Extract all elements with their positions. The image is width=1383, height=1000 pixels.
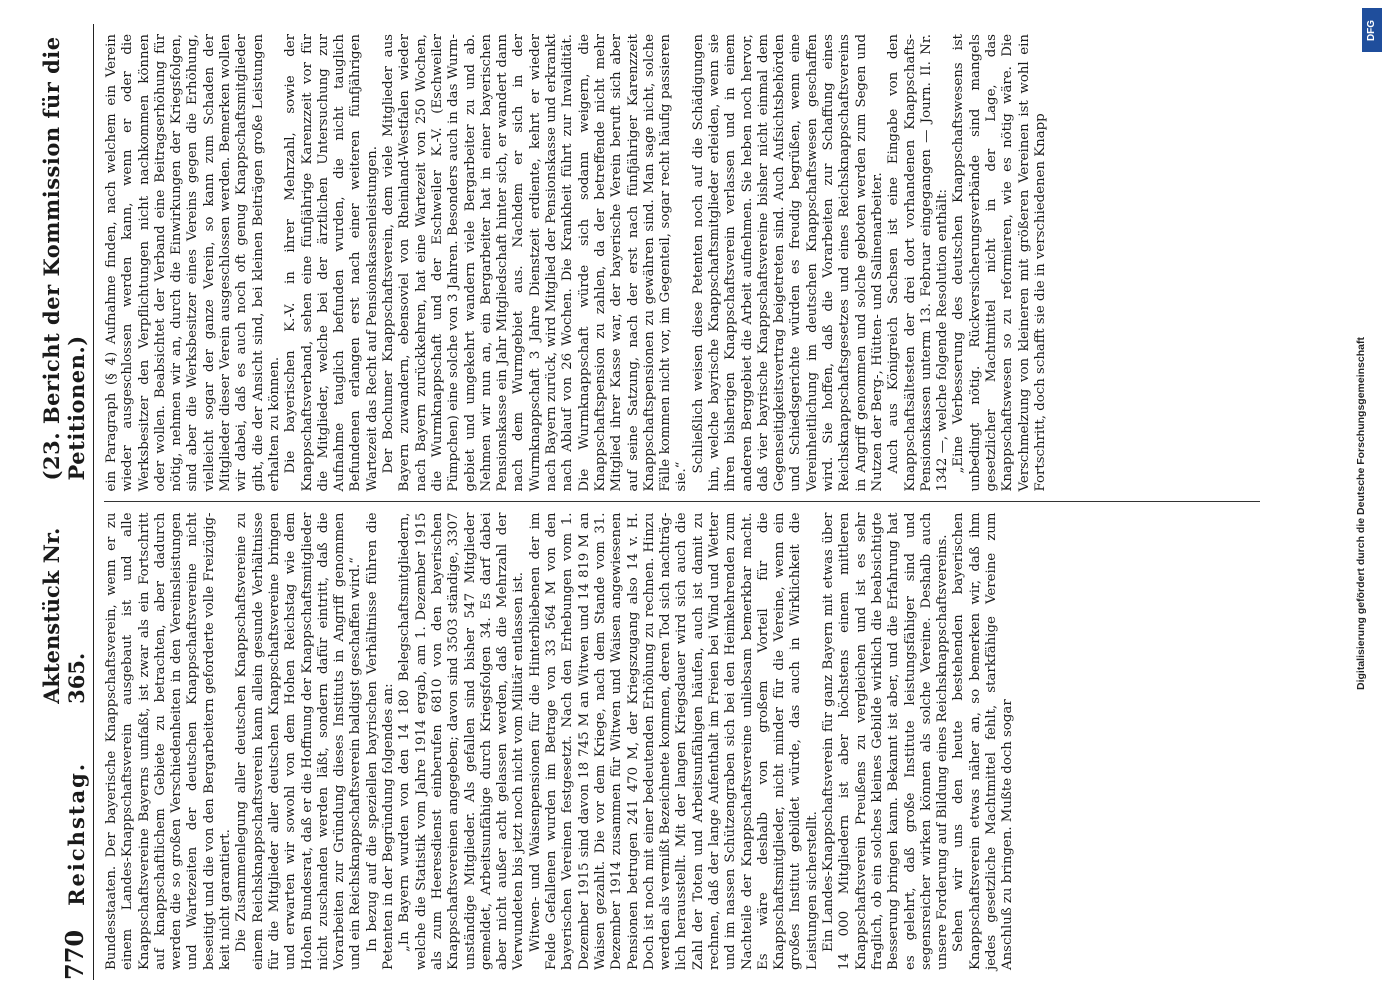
header-reichstag: Reichstag.: [64, 761, 89, 906]
left-column: [104, 502, 1260, 981]
digitization-credit: Digitalisierung gefördert durch die Deutsche Forschungsgemeinschaft: [1355, 337, 1367, 690]
paragraph: Schließlich weisen diese Petenten noch auf die Schädigungen hin, welche bayrische Knappschaftsmitglieder erleiden, wenn sie ihren bisherigen Knappschaftsverein verlassen und in einem anderen Berggebiet die Arbeit aufnehmen. Sie heben noch hervor, daß vier bayrische Knappschaftsvereine bisher nicht einmal dem Gegenseitigkeitsvertrag beigetreten sind. Auch Aufsichtsbehörden und Schiedsgerichte würden es freudig begrüßen, wenn eine Vereinheitlichung im deutschen Knappschaftswesen geschaffen wird. Sie hoffen, daß die Vorarbeiten zur Schaffung eines Reichsknappschaftsgesetzes und eines Reichsknappschaftsvereins in Angriff genommen und solche geboten werden zum Segen und Nutzen der Berg-, Hütten- und Salinenarbeiter.: [690, 34, 885, 492]
paragraph: Sehen wir uns den heute bestehenden bayerischen Knappschaftsverein etwas näher an, so bemerken wir, daß ihm jedes gesetzliche Machtmittel fehlt, starkfähige Vereine zum Anschluß zu bringen. Mußte doch sogar: [951, 512, 1016, 970]
right-column: [104, 24, 1260, 502]
header-aktenstueck: Aktenstück Nr. 365.: [39, 527, 89, 704]
paragraph: Der Bochumer Knappschaftsverein, dem viele Mitglieder aus Bayern zuwandern, ebensoviel von Rheinland-Westfalen wieder nach Bayern zurückkehren, hat eine Wartezeit von 250 Wochen, die Wurmknappschaft und der Eschweiler K.-V. (Eschweiler Pümpchen) eine solche von 3 Jahren. Besonders auch in das Wurmgebiet und umgekehrt wandern viele Bergarbeiter zu und ab. Nehmen wir nun an, ein Bergarbeiter hat in einer bayerischen Pensionskasse ein Jahr Mitgliedschaft hinter sich, er wandert dann nach dem Wurmgebiet aus. Nachdem er sich in der Wurmknappschaft 3 Jahre Dienstzeit erdiente, kehrt er wieder nach Bayern zurück, wird Mitglied der Pensionskasse und erkrankt nach Ablauf von 26 Wochen. Die Krankheit führt zur Invalidität. Die Wurmknappschaft würde sich sodann weigern, die Knappschaftspension zu zahlen, da der betreffende nicht mehr Mitglied ihrer Kasse war, der bayerische Verein beruft sich aber auf seine Satzung, nach der erst nach fünfjähriger Karenzzeit Knappschaftspensionen zu gewähren sind. Man sage nicht, solche Fälle kommen nicht vor, im Gegenteil, sogar recht häufig passieren sie.“: [381, 34, 690, 492]
paragraph: Auch aus Königreich Sachsen ist eine Eingabe von den Knappschaftsältesten der drei dort vorhandenen Knappschafts-Pensionskassen unterm 13. Februar eingegangen — Journ. II. Nr. 1342 —, welche folgende Resolution enthält:: [886, 34, 951, 492]
paragraph: „Eine Verbesserung des deutschen Knappschaftswesens ist unbedingt nötig. Rückversicherungsverbände sind mangels gesetzlicher Machtmittel nicht in der Lage, das Knappschaftswesen so zu reformieren, wie es nötig wäre. Die Verschmelzung von kleineren mit größeren Vereinen ist wohl ein Fortschritt, doch schafft sie die in verschiedenen Knapp: [951, 34, 1048, 492]
paragraph: Die Zusammenlegung aller deutschen Knappschaftsvereine zu einem Reichsknappschaftsverein kann allein gesunde Verhältnisse für die Mitglieder aller deutschen Knappschaftsvereine bringen und erwarten wir sowohl von dem Hohen Reichstag wie dem Hohen Bundesrat, daß er die Hoffnung der Knappschaftsmitglieder nicht zuschanden werden läßt, sondern dafür eintritt, daß die Vorarbeiten zur Gründung dieses Instituts in Angriff genommen und ein Reichsknappschaftsverein baldigst geschaffen wird.“: [234, 512, 364, 970]
paragraph: In bezug auf die speziellen bayrischen Verhältnisse führen die Petenten in der Begründung folgendes an:: [364, 512, 397, 970]
text-columns: [104, 24, 1260, 980]
paragraph: Witwen- und Waisenpensionen für die Hinterbliebenen der im Felde Gefallenen wurden im Betrage von 33 564 M von den bayerischen Vereinen festgesetzt. Nach den Erhebungen vom 1. Dezember 1915 sind davon 18 745 M an Witwen und 14 819 M an Waisen gezahlt. Die vor dem Kriege, nach dem Stande vom 31. Dezember 1914 zusammen für Witwen und Waisen angewiesenen Pensionen betrugen 241 470 M, der Kriegszugang also 14 v. H. Doch ist noch mit einer bedeutenden Erhöhung zu rechnen. Hinzu werden als vermißt Bezeichnete kommen, deren Tod sich nachträglich herausstellt. Mit der langen Kriegsdauer wird sich auch die Zahl der Toten und Arbeitsunfähigen häufen, auch ist damit zu rechnen, daß der lange Aufenthalt im Freien bei Wind und Wetter und im nassen Schützengraben sich bei den Heimkehrenden zum Nachteile der Knappschaftsvereine unliebsam bemerkbar macht. Es wäre deshalb von großem Vorteil für die Knappschaftsmitglieder, nicht minder für die Vereine, wenn ein großes Institut gebildet würde, das auch in Wirklichkeit die Leistungen sicherstellt.: [527, 512, 820, 970]
paragraph: Bundesstaaten. Der bayerische Knappschaftsverein, wenn er zu einem Landes-Knappschaftsverein ausgebaut ist und alle Knappschaftsvereine Bayerns umfaßt, ist zwar als ein Fortschritt auf knappschaftlichem Gebiete zu betrachten, aber dadurch werden die so großen Verschiedenheiten in den Vereinsleistungen und Wartezeiten der deutschen Knappschaftsvereine nicht beseitigt und die von den Bergarbeitern geforderte volle Freizügigkeit nicht garantiert.: [104, 512, 234, 970]
paragraph: ein Paragraph (§ 4) Aufnahme finden, nach welchem ein Verein wieder ausgeschlossen werden kann, wenn er oder die Werksbesitzer den Verpflichtungen nicht nachkommen können oder wollen. Beabsichtet der Verband eine Beitragserhöhung für nötig, nehmen wir an, durch die Einwirkungen der Kriegsfolgen, sind aber die Werksbesitzer eines Vereins gegen die Erhöhung, vielleicht sogar der ganze Verein, so kann zum Schaden der Mitglieder dieser Verein ausgeschlossen werden. Bemerken wollen wir dabei, daß es auch noch oft genug Knappschaftsmitglieder gibt, die der Ansicht sind, bei kleinen Beiträgen große Leistungen erhalten zu können.: [104, 34, 282, 492]
page-header: [39, 24, 94, 980]
header-report-title: (23. Bericht der Kommission für die Petitionen.): [39, 36, 89, 481]
page-number: 770: [60, 929, 89, 980]
dfg-logo-text: DFG: [1366, 19, 1378, 41]
paragraph: Ein Landes-Knappschaftsverein für ganz Bayern mit etwas über 14 000 Mitgliedern ist aber höchstens einem mittleren Knappschaftsverein Preußens zu vergleichen und ist es sehr fraglich, ob ein solches kleines Gebilde wirklich die beabsichtigte Besserung bringen kann. Bekannt ist aber, und die Erfahrung hat es gelehrt, daß große Institute leistungsfähiger sind und segensreicher wirken können als solche Vereine. Deshalb auch unsere Forderung auf Bildung eines Reichsknappschaftsvereins.: [821, 512, 951, 970]
paragraph: „In Bayern wurden von den 14 180 Belegschaftsmitgliedern, welche die Statistik vom Jahre 1914 ergab, am 1. Dezember 1915 als zum Heeresdienst einberufen 6810 von den bayerischen Knappschaftsvereinen angegeben; davon sind 3503 ständige, 3307 unständige Mitglieder. Als gefallen sind bisher 547 Mitglieder gemeldet, Arbeitsunfähige durch Kriegsfolgen 34. Es darf dabei aber nicht außer acht gelassen werden, daß die Mehrzahl der Verwundeten bis jetzt noch nicht vom Militär entlassen ist.: [397, 512, 527, 970]
paragraph: Die bayerischen K.-V. in ihrer Mehrzahl, sowie der Knappschaftsverband, sehen eine fünfjährige Karenzzeit vor für die Mitglieder, welche bei der ärztlichen Untersuchung zur Aufnahme tauglich befunden wurden, die nicht tauglich Befundenen erlangen erst nach einer weiteren fünfjährigen Wartezeit das Recht auf Pensionskassenleistungen.: [283, 34, 380, 492]
